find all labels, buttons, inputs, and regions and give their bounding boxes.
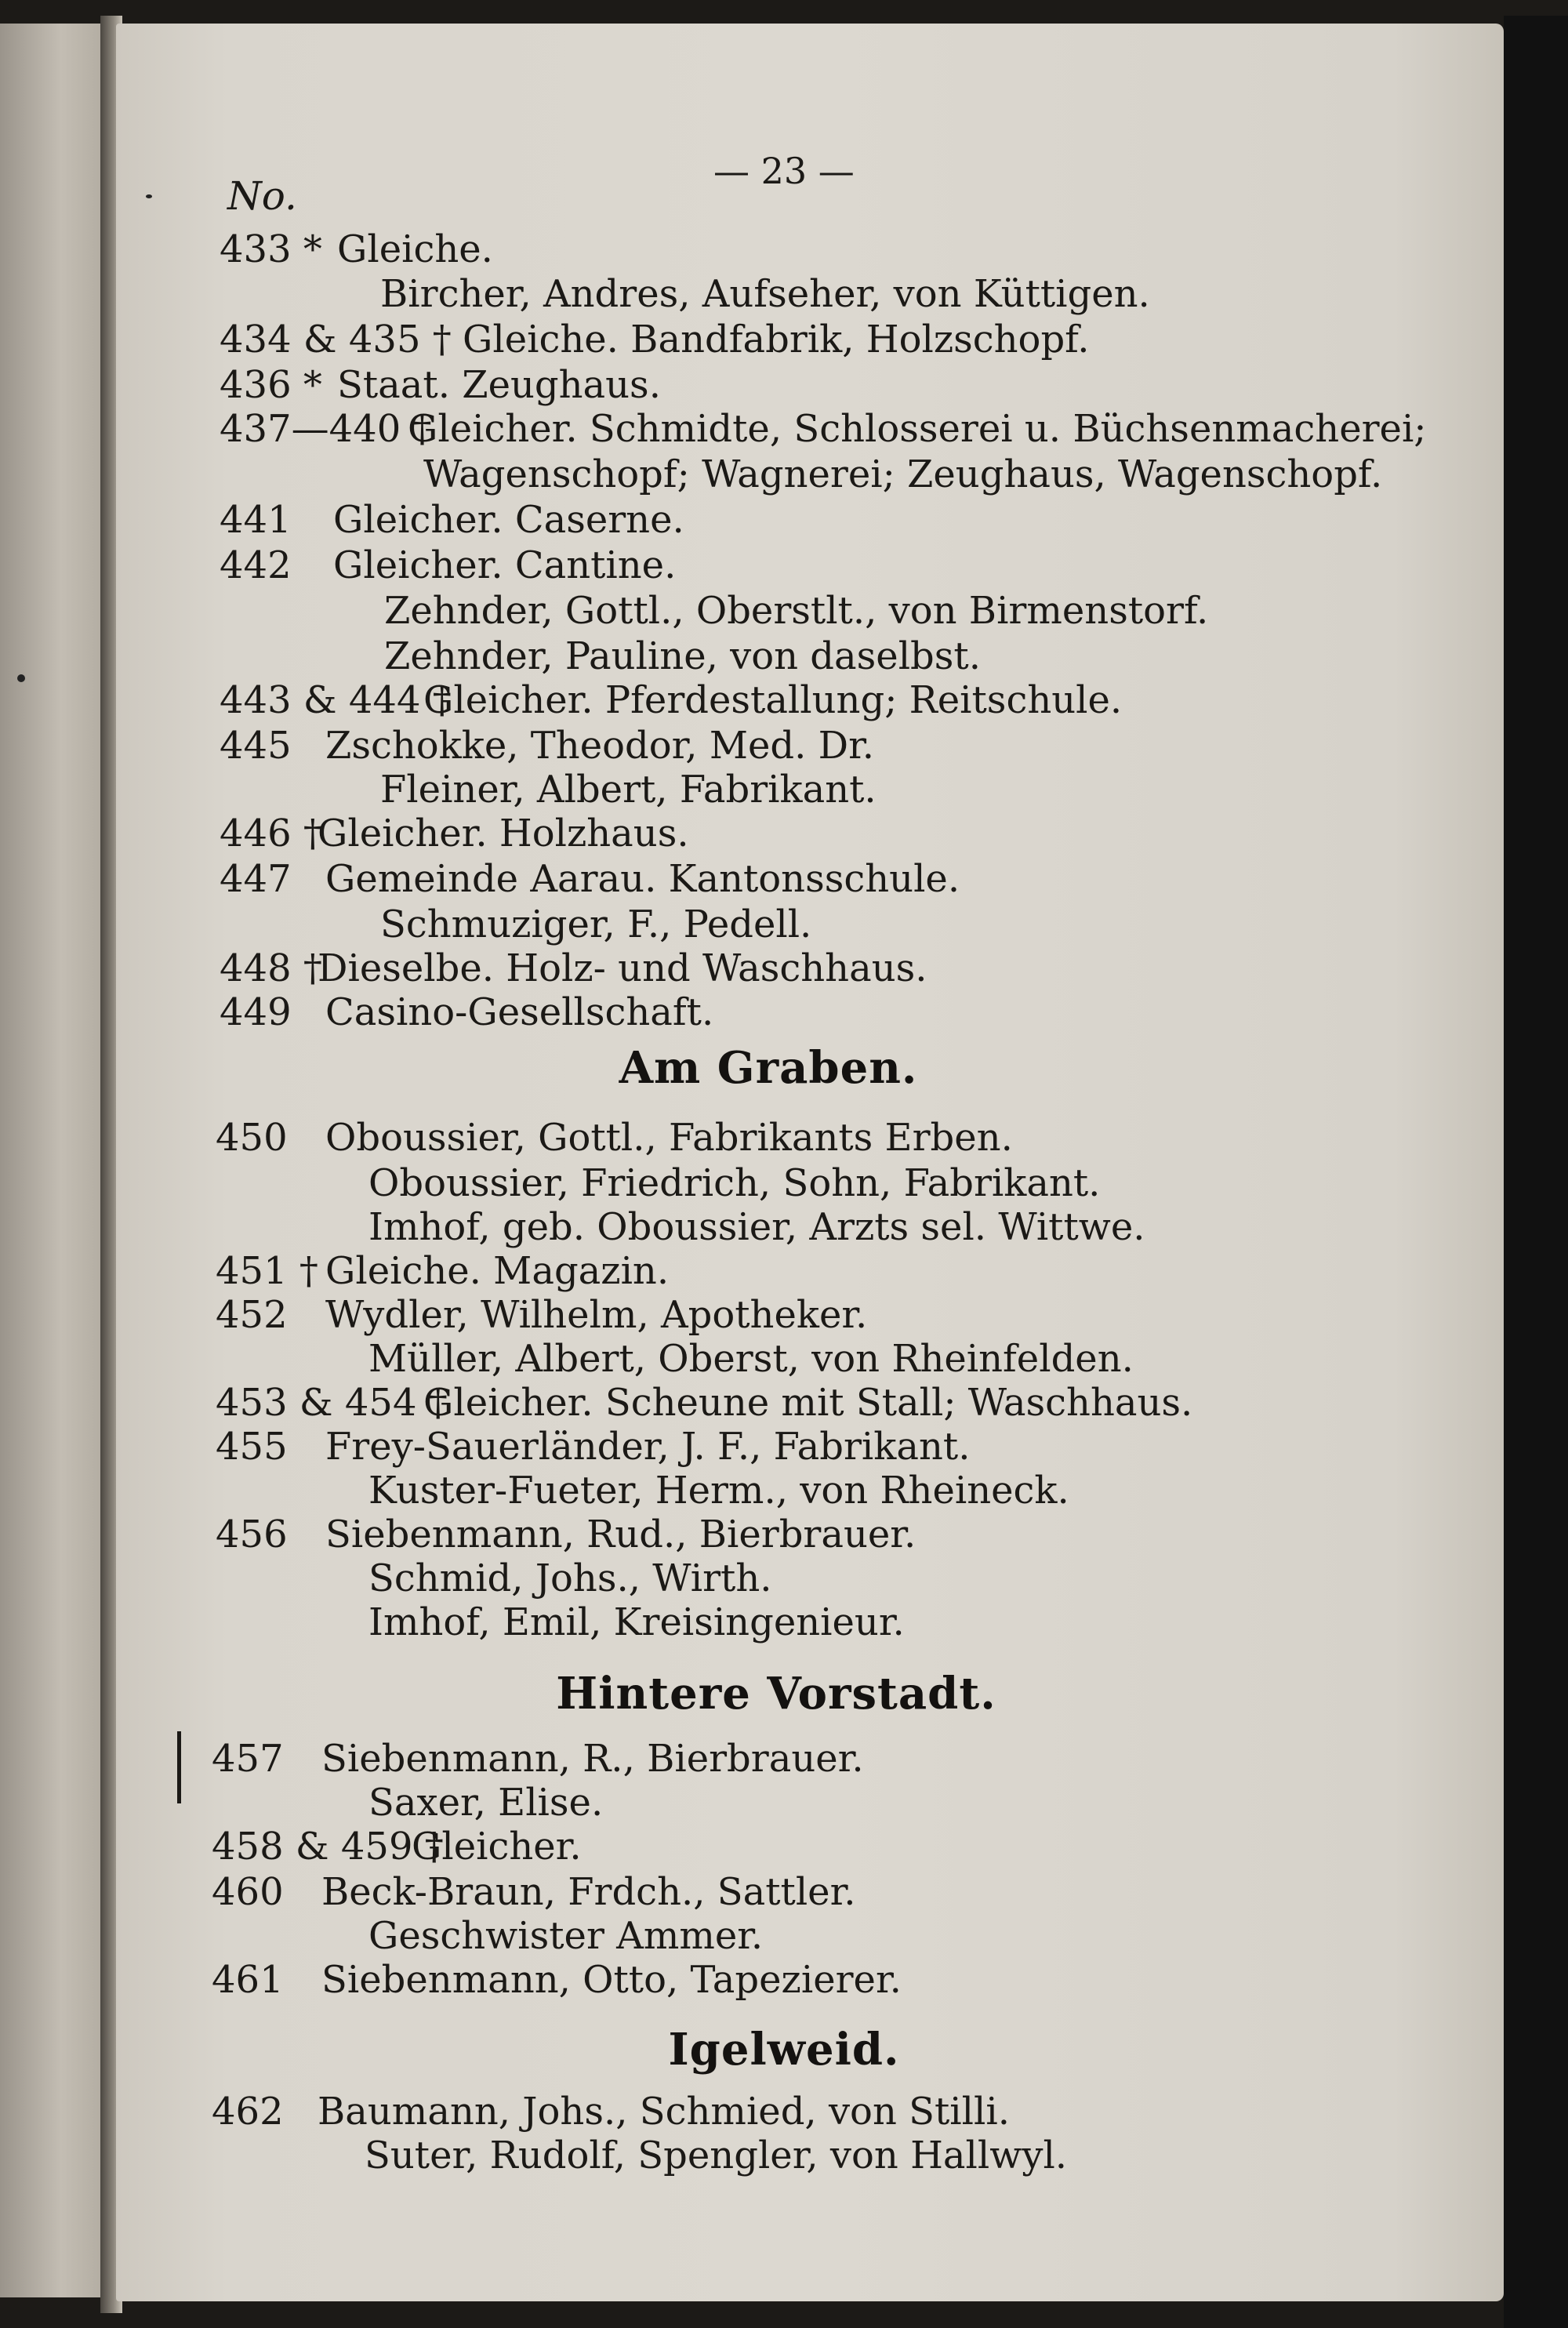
house-number: 434 & 435 † [220, 318, 452, 361]
entry-continuation: Bircher, Andres, Aufseher, von Küttigen. [380, 272, 1150, 316]
house-number: 448 † [220, 946, 322, 990]
entry-continuation: Zehnder, Pauline, von daselbst. [384, 634, 981, 678]
page-number: — 23 — [713, 150, 855, 192]
house-number: 449 [220, 990, 292, 1034]
entry-continuation: Oboussier, Friedrich, Sohn, Fabrikant. [368, 1161, 1101, 1205]
entry-text: Dieselbe. Holz- und Waschhaus. [318, 946, 927, 990]
house-number: 437—440 † [220, 407, 432, 451]
entry-text: Siebenmann, R., Bierbrauer. [321, 1737, 864, 1781]
house-number: 441 [220, 498, 292, 542]
entry-text: Staat. Zeughaus. [337, 363, 661, 407]
house-number: 450 [216, 1116, 288, 1160]
column-header: No. [227, 173, 297, 219]
entry-text: Wydler, Wilhelm, Apotheker. [325, 1293, 868, 1337]
entry-text: Baumann, Johs., Schmied, von Stilli. [318, 2090, 1010, 2134]
house-number: 453 & 454 † [216, 1381, 448, 1425]
entry-text: Beck-Braun, Frdch., Sattler. [321, 1870, 856, 1914]
entry-text: Frey-Sauerländer, J. F., Fabrikant. [325, 1425, 971, 1469]
entry-continuation: Schmuziger, F., Pedell. [380, 903, 812, 946]
house-number: 443 & 444 † [220, 678, 452, 722]
entry-text: Siebenmann, Rud., Bierbrauer. [325, 1513, 916, 1556]
entry-text: Gleiche. Bandfabrik, Holzschopf. [463, 318, 1090, 361]
entry-continuation: Suter, Rudolf, Spengler, von Hallwyl. [365, 2134, 1068, 2177]
entry-text: Zschokke, Theodor, Med. Dr. [325, 724, 875, 768]
house-number: 457 [212, 1737, 284, 1781]
house-number: 451 † [216, 1249, 318, 1293]
house-number: 456 [216, 1513, 288, 1556]
entry-text: Gleicher. Cantine. [333, 543, 677, 587]
entry-continuation: Imhof, Emil, Kreisingenieur. [368, 1600, 905, 1644]
house-number: 442 [220, 543, 292, 587]
section-heading: Igelweid. [668, 2024, 900, 2076]
section-heading: Hintere Vorstadt. [556, 1668, 996, 1720]
house-number: 458 & 459 † [212, 1825, 444, 1869]
house-number: 447 [220, 857, 292, 901]
entry-continuation: Wagenschopf; Wagnerei; Zeughaus, Wagenschopf. [423, 452, 1383, 496]
house-number: 452 [216, 1293, 288, 1337]
entry-text: Gleicher. Pferdestallung; Reitschule. [423, 678, 1123, 722]
entry-text: Gleiche. [337, 227, 493, 271]
house-number: 436 * [220, 363, 322, 407]
entry-continuation: Geschwister Ammer. [368, 1914, 764, 1958]
entry-text: Casino-Gesellschaft. [325, 990, 714, 1034]
entry-text: Gleicher. Scheune mit Stall; Waschhaus. [423, 1381, 1193, 1425]
entry-continuation: Fleiner, Albert, Fabrikant. [380, 768, 877, 812]
entry-continuation: Müller, Albert, Oberst, von Rheinfelden. [368, 1337, 1134, 1381]
section-heading: Am Graben. [619, 1042, 918, 1094]
house-number: 461 [212, 1958, 284, 2002]
entry-text: Siebenmann, Otto, Tapezierer. [321, 1958, 902, 2002]
entry-text: Gleicher. Caserne. [333, 498, 684, 542]
house-number: 446 † [220, 812, 322, 855]
entry-text: Gemeinde Aarau. Kantonsschule. [325, 857, 960, 901]
entry-text: Oboussier, Gottl., Fabrikants Erben. [325, 1116, 1013, 1160]
entry-text: Gleicher. Schmidte, Schlosserei u. Büchsenmacherei; [408, 407, 1427, 451]
entry-continuation: Imhof, geb. Oboussier, Arzts sel. Wittwe. [368, 1205, 1145, 1249]
entry-continuation: Kuster-Fueter, Herm., von Rheineck. [368, 1469, 1069, 1513]
entry-text: Gleicher. Holzhaus. [318, 812, 689, 855]
entry-continuation: Zehnder, Gottl., Oberstlt., von Birmenstorf. [384, 589, 1209, 633]
house-number: 455 [216, 1425, 288, 1469]
entry-continuation: Saxer, Elise. [368, 1781, 604, 1825]
entry-text: Gleiche. Magazin. [325, 1249, 670, 1293]
house-number: 462 [212, 2090, 284, 2134]
entry-continuation: Schmid, Johs., Wirth. [368, 1556, 772, 1600]
house-number: 433 * [220, 227, 322, 271]
house-number: 460 [212, 1870, 284, 1914]
entry-text: Gleicher. [412, 1825, 582, 1869]
house-number: 445 [220, 724, 292, 768]
